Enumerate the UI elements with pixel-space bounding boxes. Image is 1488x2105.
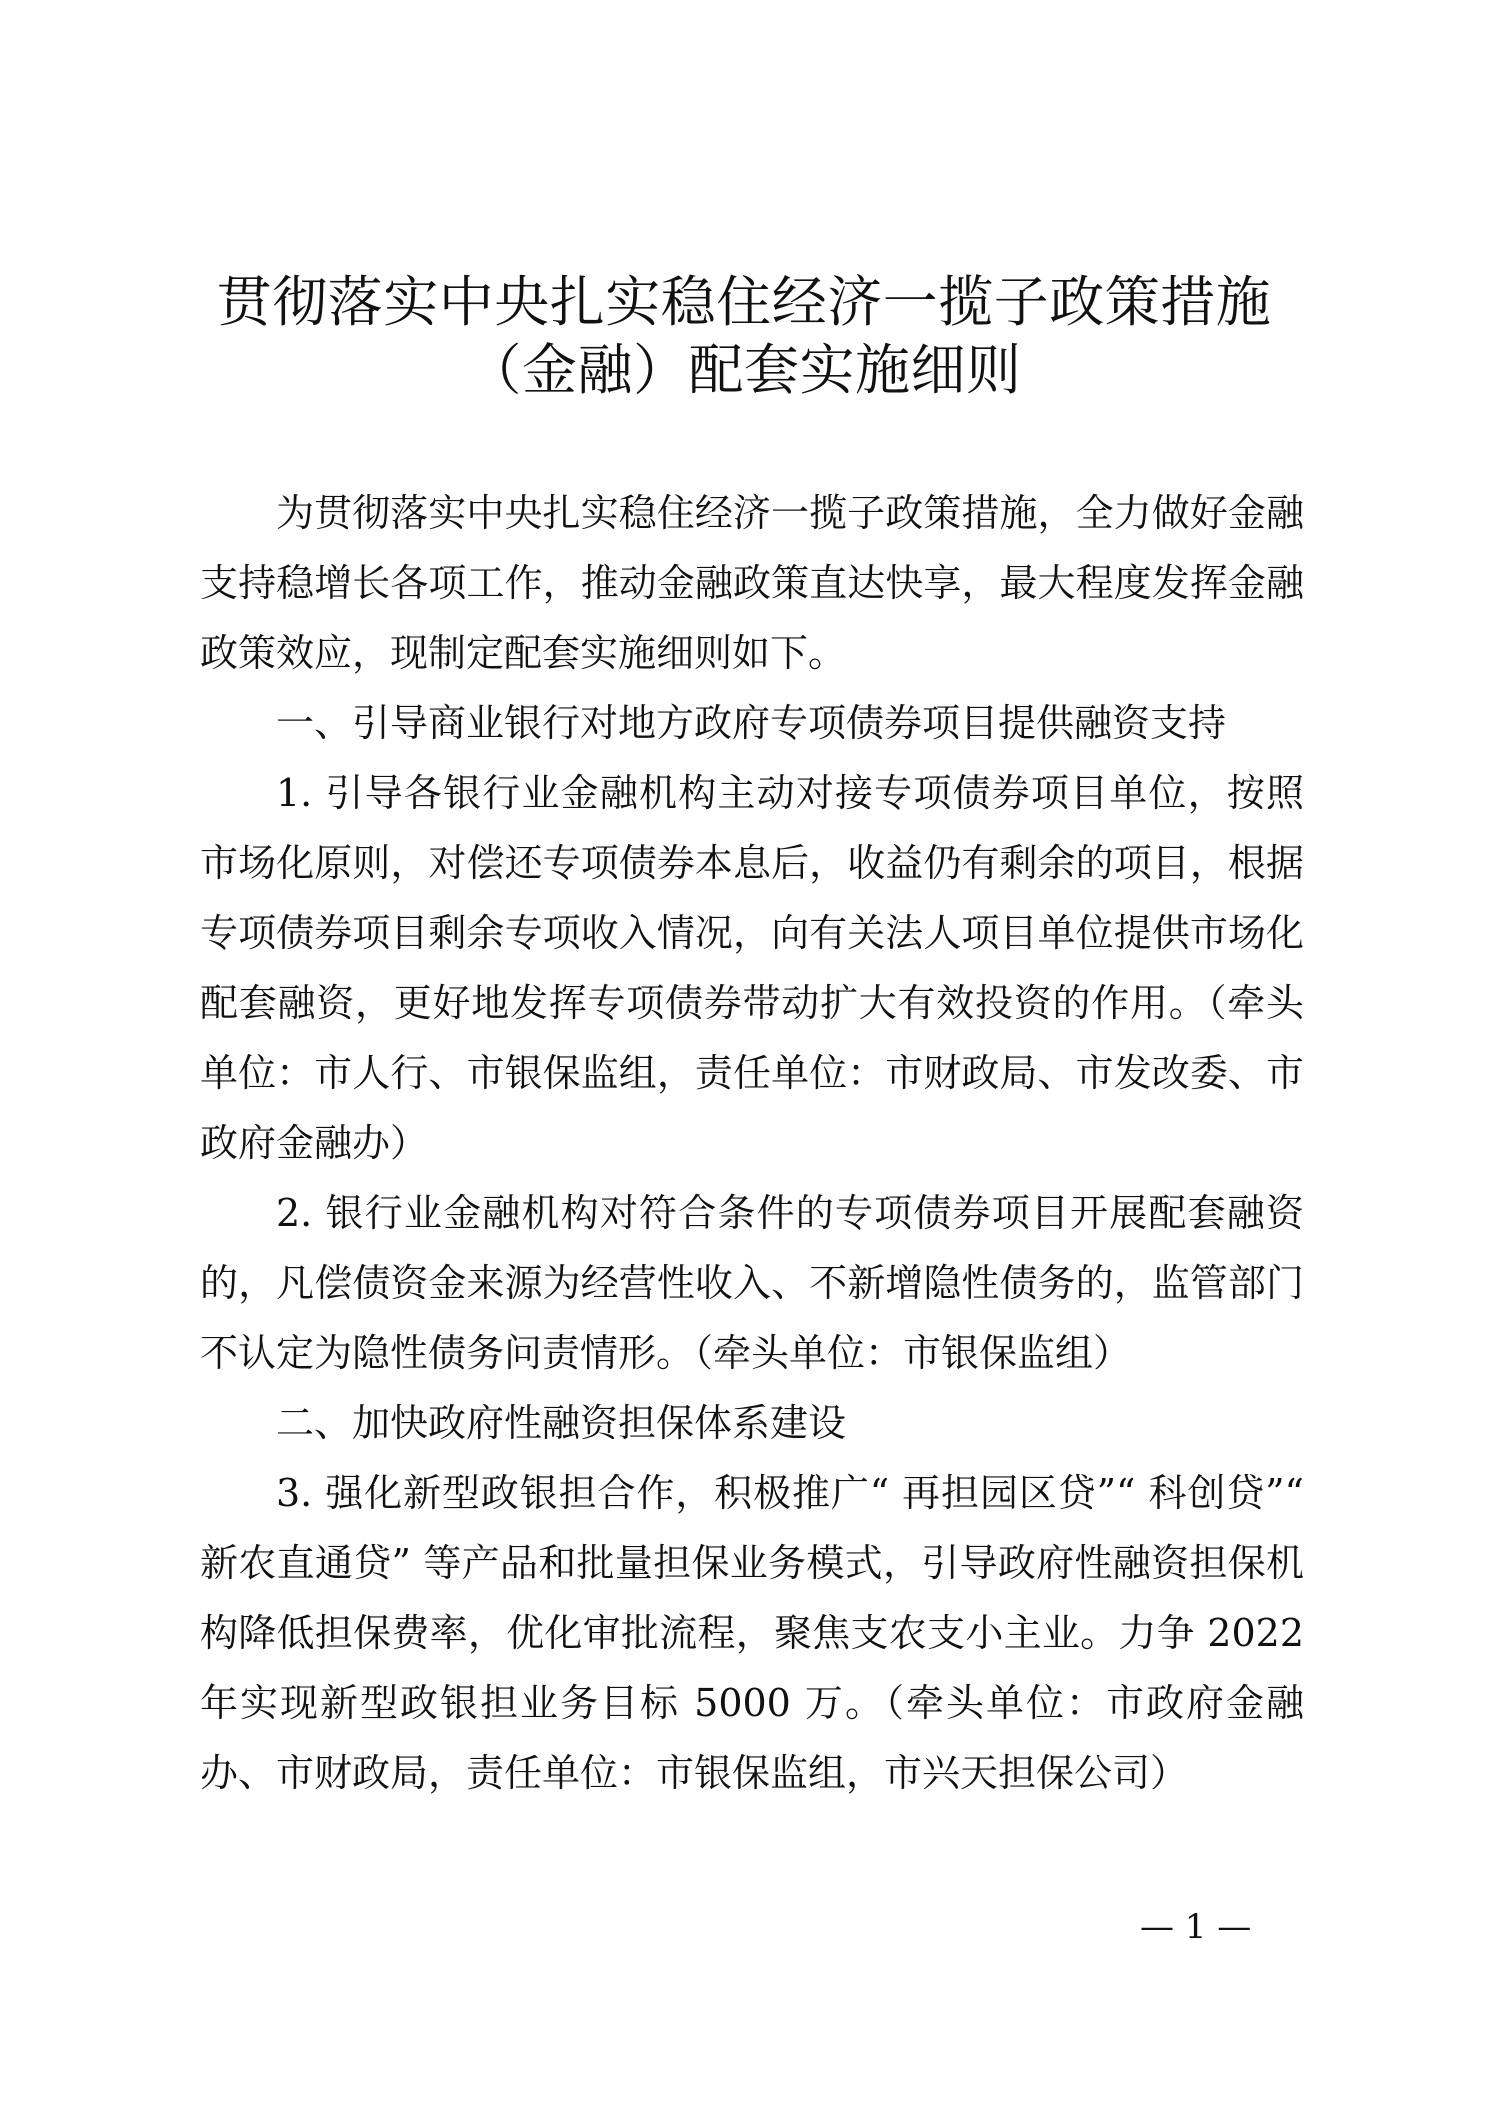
page-number: — 1 — xyxy=(1140,1907,1252,1947)
item-paragraph-1: 1. 引导各银行业金融机构主动对接专项债券项目单位，按照市场化原则，对偿还专项债券本息后，收益仍有剩余的项目，根据专项债券项目剩余专项收入情况，向有关法人项目单位提供市场化配套融资，更好地发挥专项债券带动扩大有效投资的作用。（牵头单位：市人行、市银保监组，责任单位：市财政局、市发改委、市政府金融办） xyxy=(200,771,1304,1165)
document-title-line-1: 贯彻落实中央扎实稳住经济一揽子政策措施 xyxy=(216,270,1272,334)
item-paragraph-3: 3. 强化新型政银担合作，积极推广“ 再担园区贷”“ 科创贷”“ 新农直通贷” 等产品和批量担保业务模式，引导政府性融资担保机构降低担保费率，优化审批流程，聚焦支农支小主业。力争 2022 年实现新型政银担业务目标 5000 万。（牵头单位：市政府金融办、市财政局，责任单位：市银保监组，市兴天担保公司） xyxy=(200,1471,1304,1795)
intro-paragraph: 为贯彻落实中央扎实稳住经济一揽子政策措施，全力做好金融支持稳增长各项工作，推动金融政策直达快享，最大程度发挥金融政策效应，现制定配套实施细则如下。 xyxy=(200,491,1304,675)
section-heading-2: 二、加快政府性融资担保体系建设 xyxy=(276,1401,847,1445)
document-body xyxy=(200,478,1304,1808)
section-heading-1: 一、引导商业银行对地方政府专项债券项目提供融资支持 xyxy=(276,701,1227,745)
item-paragraph-2: 2. 银行业金融机构对符合条件的专项债券项目开展配套融资的，凡偿债资金来源为经营性收入、不新增隐性债务的，监管部门不认定为隐性债务问责情形。（牵头单位：市银保监组） xyxy=(200,1191,1304,1375)
document-title-line-2: （金融）配套实施细则 xyxy=(466,338,1022,402)
